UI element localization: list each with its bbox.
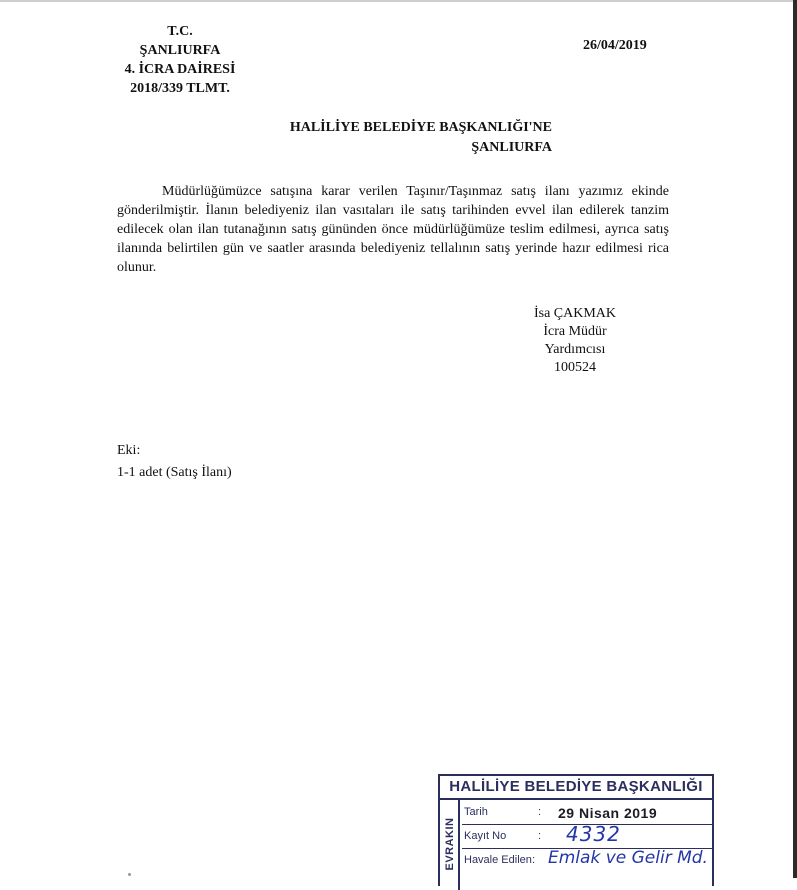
stamp-row-referred (462, 850, 710, 872)
stamp-side-label (440, 800, 460, 890)
stamp-record-value: 4332 (566, 822, 621, 846)
recipient-block (262, 118, 552, 158)
stamp-referred-colon: : (532, 854, 536, 866)
letter-body-text: Müdürlüğümüzce satışına karar verilen Taşınır/Taşınmaz satış ilanı yazımız ekinde gönderilmiştir. İlanın belediyeniz ilan vasıtaları ile satış tarihinden evvel ilan edilerek tanzim edilecek olan ilan tutanağının satış gününden önce müdürlüğümüze teslim edilmesi, ayrıca satış ilanında belirtilen gün ve saatler arasında belediyeniz tellalının satış yerinde hazır edilmesi rica olunur. (117, 184, 669, 275)
stamp-referred-label: Havale Edilen (464, 854, 532, 866)
document-date: 26/04/2019 (583, 38, 647, 53)
attachments-block (117, 440, 232, 484)
stamp-side-text: EVRAKIN (444, 817, 456, 871)
header-line-office: 4. İCRA DAİRESİ (124, 62, 236, 77)
stamp-date-label: Tarih (464, 806, 488, 818)
signer-title: İcra Müdür Yardımcısı (543, 324, 607, 357)
stamp-date-value: 29 Nisan 2019 (558, 805, 658, 821)
scan-artifact (128, 873, 131, 876)
issuer-header (100, 22, 260, 98)
signer-name: İsa ÇAKMAK (533, 306, 617, 321)
recipient-name: HALİLİYE BELEDİYE BAŞKANLIĞI'NE (289, 120, 552, 135)
header-line-file-number: 2018/339 TLMT. (130, 81, 230, 96)
page-top-edge (0, 0, 797, 2)
letter-body (117, 182, 669, 277)
attachment-item: 1-1 adet (Satış İlanı) (117, 465, 232, 480)
stamp-referred-value: Emlak ve Gelir Md. (548, 848, 708, 868)
attachments-label: Eki: (117, 443, 141, 458)
signer-number: 100524 (554, 360, 596, 375)
page-right-edge (793, 0, 797, 878)
stamp-record-colon: : (538, 830, 542, 842)
stamp-title: HALİLİYE BELEDİYE BAŞKANLIĞI (440, 776, 712, 800)
header-line-city: ŞANLIURFA (139, 43, 221, 58)
header-line-tc: T.C. (167, 24, 193, 39)
signature-block (520, 305, 630, 377)
stamp-date-colon: : (538, 806, 542, 818)
stamp-row-record (462, 822, 710, 848)
registry-stamp (438, 774, 714, 878)
stamp-row-date (462, 802, 710, 824)
recipient-city: ŞANLIURFA (471, 140, 552, 155)
stamp-record-label: Kayıt No (464, 830, 507, 842)
